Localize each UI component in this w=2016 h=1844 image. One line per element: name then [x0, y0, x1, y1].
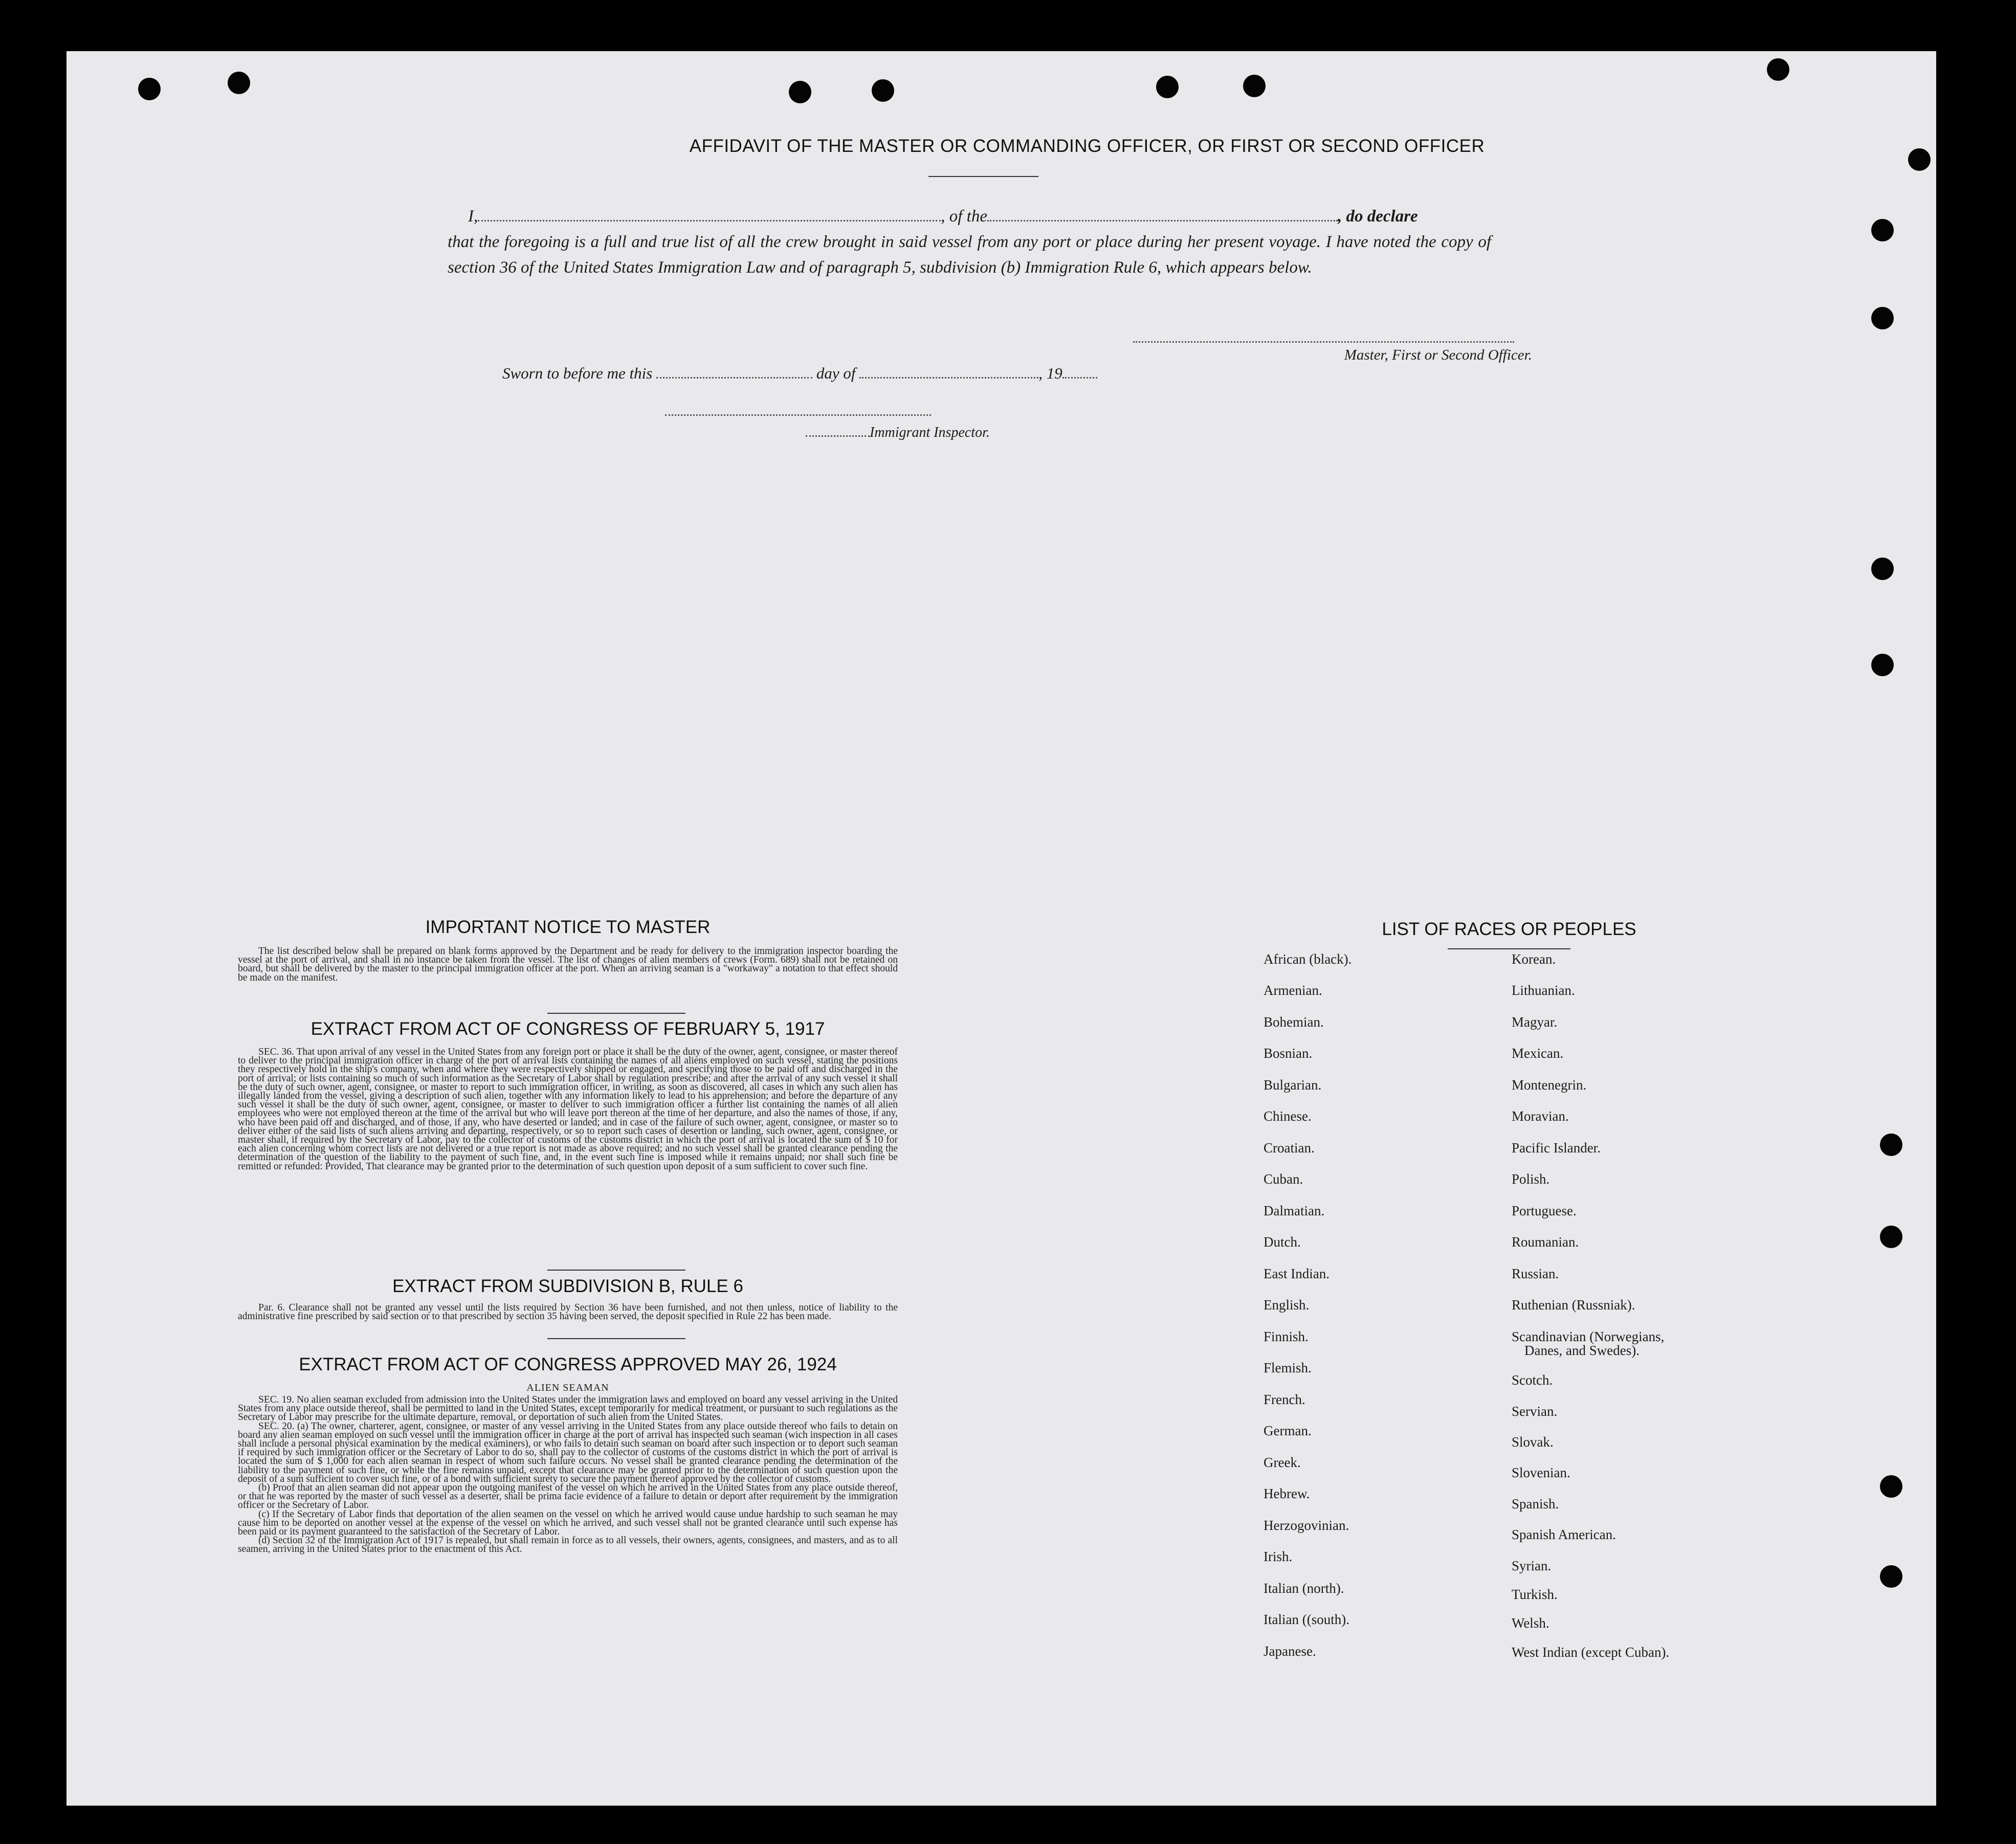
race-item: Bosnian. [1264, 1046, 1313, 1061]
race-item: East Indian. [1264, 1266, 1330, 1281]
race-item: Croatian. [1264, 1140, 1315, 1156]
race-item: Montenegrin. [1512, 1077, 1587, 1093]
race-item: Herzogovinian. [1264, 1518, 1349, 1533]
race-item: Roumanian. [1512, 1234, 1579, 1250]
section-36-paragraph: SEC. 36. That upon arrival of any vessel in the United States from any foreign port or place it shall be the duty of the owner, agent, consignee, or master thereof to deliver to the principal immigration officer in charge of the port of arrival lists containing the names of all aliens employed on such vessel, stating the positions they respectively hold in the ship's company, when and where they were respectively shipped or engaged, and specifying those to be paid off and discharged in the port of arrival; or lists containing so much of such information as the Secretary of Labor shall by regulation prescribe; and after the arrival of any such vessel it shall be the duty of such owner, agent, consignee, or master to report to such immigration officer, in writing, as soon as discovered, all cases in which any such alien has illegally landed from the vessel, giving a description of such alien, together with any information likely to lead to his apprehension; and before the departure of any such vessel it shall be the duty of such owner, agent, consignee, or master to deliver to such immigration officer a further list containing the names of all alien employees who were not employed thereon at the time of the arrival but who will leave port thereon at the time of her departure, and also the names of those, if any, who have been paid off and discharged, and of those, if any, who have deserted or landed; and in case of the failure of such owner, agent, consignee, or master so to deliver either of the said lists of such aliens arriving and departing, respectively, or so to report such cases of desertion or landing, such owner, agent, consignee, or master shall, if required by the Secretary of Labor, pay to the collector of customs of the customs district in which the port of arrival is located the sum of $ 10 for each alien concerning whom correct lists are not delivered or a true report is not made as above required; and no such vessel shall be granted clearance pending the determination of the question of the liability to the payment of such fine, and, in the event such fine is imposed while it remains unpaid; nor shall such fine be remitted or refunded: Provided, That clearance may be granted prior to the determination of such question upon deposit of a sum sufficient to cover such fine. [238, 1047, 898, 1172]
day-blank[interactable] [656, 376, 812, 379]
race-item: French. [1264, 1392, 1305, 1407]
affidavit-title: AFFIDAVIT OF THE MASTER OR COMMANDING OFFICER, OR FIRST OR SECOND OFFICER [689, 136, 1485, 156]
punch-hole-icon [1880, 1475, 1902, 1498]
race-item: Hebrew. [1264, 1486, 1310, 1501]
race-item: Danes, and Swedes). [1524, 1343, 1640, 1358]
declaration-line [448, 204, 1491, 229]
sec-19-paragraph: SEC. 19. No alien seaman excluded from admission into the United States under the immigration laws and employed on board any vessel arriving in the United States from any place outside thereof, shall be permitted to land in the United States, except temporarily for medical treatment, or pursuant to such regulations as the Secretary of Labor may prescribe for the ultimate departure, removal, or deportation of such alien from the United States. [238, 1394, 898, 1423]
alien-seaman-subtitle: ALIEN SEAMAN [526, 1382, 609, 1393]
race-item: Japanese. [1264, 1643, 1316, 1659]
punch-hole-icon [789, 81, 811, 103]
race-item: Ruthenian (Russniak). [1512, 1297, 1635, 1313]
punch-hole-icon [138, 78, 161, 100]
race-item: Flemish. [1264, 1360, 1312, 1375]
race-item: Portuguese. [1512, 1203, 1577, 1218]
race-item: Spanish American. [1512, 1527, 1616, 1542]
notice-title: IMPORTANT NOTICE TO MASTER [425, 917, 711, 937]
sec-20d-paragraph: (d) Section 32 of the Immigration Act of 1917 is repealed, but shall remain in force as to all vessels, their owners, agents, consignees, and masters, and as to all seamen, arriving in the United States prior to the enactment of this Act. [238, 1535, 898, 1555]
extract-1917-text [238, 1048, 898, 1171]
races-title: LIST OF RACES OR PEOPLES [1382, 919, 1636, 939]
notice-text [238, 947, 898, 982]
punch-hole-icon [1871, 654, 1894, 676]
race-item: Dalmatian. [1264, 1203, 1325, 1218]
month-blank[interactable] [859, 376, 1038, 379]
sec-20b-paragraph: (b) Proof that an alien seaman did not appear upon the outgoing manifest of the vessel on which he arrived in the United States from any place outside thereof, or that he was reported by the master of such vessel as a deserter, shall be prima facie evidence of a failure to detain or deport after requirement by the immigration officer or the Secretary of Labor. [238, 1482, 898, 1511]
section-rule [1448, 948, 1570, 949]
form-sheet [67, 51, 1936, 1806]
race-item: Pacific Islander. [1512, 1140, 1601, 1156]
punch-hole-icon [1871, 307, 1894, 329]
name-blank[interactable] [478, 219, 941, 221]
race-item: Magyar. [1512, 1014, 1558, 1030]
title-rule [928, 176, 1038, 177]
race-item: Finnish. [1264, 1329, 1309, 1344]
vessel-blank[interactable] [987, 219, 1338, 221]
race-item: Lithuanian. [1512, 983, 1575, 998]
race-item: Greek. [1264, 1455, 1301, 1470]
race-item: Turkish. [1512, 1587, 1558, 1602]
race-item: Scotch. [1512, 1372, 1553, 1388]
race-item: Bulgarian. [1264, 1077, 1322, 1093]
punch-hole-icon [1880, 1134, 1902, 1156]
race-item: Syrian. [1512, 1558, 1552, 1573]
inspector-label: Immigrant Inspector. [870, 425, 990, 440]
punch-hole-icon [228, 72, 250, 94]
punch-hole-icon [1871, 219, 1894, 241]
sworn-line [502, 364, 1097, 383]
rule6-title: EXTRACT FROM SUBDIVISION B, RULE 6 [392, 1276, 743, 1296]
punch-hole-icon [1880, 1226, 1902, 1248]
punch-hole-icon [1156, 76, 1179, 98]
i-label: I, [468, 207, 478, 226]
inspector-signature-blank[interactable] [665, 409, 931, 418]
race-item: Slovenian. [1512, 1465, 1570, 1480]
race-item: German. [1264, 1423, 1312, 1438]
year-blank[interactable] [1062, 376, 1097, 379]
do-declare-label: , do declare [1337, 207, 1418, 226]
race-item: Korean. [1512, 951, 1556, 967]
day-of-label: day of [816, 364, 856, 382]
race-item: English. [1264, 1297, 1310, 1313]
race-item: Scandinavian (Norwegians, [1512, 1329, 1665, 1344]
declaration-body: that the foregoing is a full and true list of all the crew brought in said vessel from any port or place during her present voyage. I have noted the copy of section 36 of the United States Immigration Law and of paragraph 5, subdivision (b) Immigration Rule 6, which appears below. [448, 233, 1491, 277]
race-item: Welsh. [1512, 1615, 1549, 1631]
sworn-label: Sworn to before me this [502, 364, 653, 382]
race-item: West Indian (except Cuban). [1512, 1645, 1670, 1660]
punch-hole-icon [1243, 75, 1266, 97]
race-item: Servian. [1512, 1404, 1558, 1419]
sec-20c-paragraph: (c) If the Secretary of Labor finds that deportation of the alien seamen on the vessel on which he arrived would cause undue hardship to such seaman he may cause him to be deported on another vessel at the expense of the vessel on which he arrived, and such vessel shall not be granted clearance until such expense has been paid or its payment guaranteed to the satisfaction of the Secretary of Labor. [238, 1508, 898, 1538]
section-rule [547, 1270, 685, 1271]
race-item: Armenian. [1264, 983, 1322, 998]
race-item: Cuban. [1264, 1171, 1303, 1187]
race-item: Moravian. [1512, 1108, 1569, 1124]
race-item: African (black). [1264, 951, 1352, 967]
rule6-paragraph: Par. 6. Clearance shall not be granted any vessel until the lists required by Section 36 have been furnished, and not then unless, notice of liability to the administrative fine prescribed by said section or to that prescribed by section 35 having been served, the deposit specified in Rule 22 has been made. [238, 1302, 898, 1322]
notice-paragraph: The list described below shall be prepared on blank forms approved by the Department and be ready for delivery to the immigration inspector boarding the vessel at the port of arrival, and shall in no instance be taken from the vessel. The list of changes of alien members of crews (Form. 689) shall not be retained on board, but shall be delivered by the master to the principal immigration officer at the port. When an arriving seaman is a "workaway" a notation to that effect should be made on the manifest. [238, 946, 898, 983]
extract-1924-title: EXTRACT FROM ACT OF CONGRESS APPROVED MAY 26, 1924 [299, 1354, 837, 1374]
race-item: Polish. [1512, 1171, 1550, 1187]
punch-hole-icon [1880, 1565, 1902, 1588]
rule6-text [238, 1303, 898, 1321]
race-item: Bohemian. [1264, 1014, 1324, 1030]
signature-blank[interactable] [1133, 336, 1514, 345]
race-item: Irish. [1264, 1549, 1293, 1564]
race-item: Italian ((south). [1264, 1612, 1349, 1627]
affidavit-statement [448, 204, 1491, 280]
punch-hole-icon [1767, 58, 1789, 81]
race-item: Dutch. [1264, 1234, 1301, 1250]
section-rule [547, 1338, 685, 1339]
year-label: , 19 [1038, 364, 1062, 382]
extract-1917-title: EXTRACT FROM ACT OF CONGRESS OF FEBRUARY 5, 1917 [311, 1019, 825, 1039]
master-signature-label: Master, First or Second Officer. [1344, 347, 1532, 363]
race-item: Slovak. [1512, 1434, 1554, 1450]
race-item: Russian. [1512, 1266, 1559, 1281]
race-item: Italian (north). [1264, 1581, 1344, 1596]
punch-hole-icon [872, 79, 894, 102]
race-item: Mexican. [1512, 1046, 1564, 1061]
extract-1924-text [238, 1395, 898, 1554]
inspector-line [806, 425, 990, 441]
punch-hole-icon [1871, 558, 1894, 580]
race-item: Spanish. [1512, 1496, 1559, 1512]
race-item: Chinese. [1264, 1108, 1312, 1124]
sec-20a-paragraph: SEC. 20. (a) The owner, charterer, agent, consignee, or master of any vessel arriving in the United States from any place outside thereof who fails to detain on board any alien seaman employed on such vessel until the immigration officer in charge at the port of arrival has inspected such seaman (wich inspection in all cases shall include a personal physical examination by the medical examiners), or who fails to detain such seaman on board after such inspection or to deport such seaman if required by such immigration officer or the Secretary of Labor to do so, shall pay to the collector of customs of the customs district in which the port of arrival is located the sum of $ 1,000 for each alien seaman in respect of whom such failure occurs. No vessel shall be granted clearance pending the determination of the liability to the payment of such fine, or while the fine remains unpaid, except that clearance may be granted prior to the determination of such question upon the deposit of a sum sufficient to cover such fine, or of a bond with sufficient surety to secure the payment thereof approved by the collector of customs. [238, 1420, 898, 1484]
punch-hole-icon [1908, 148, 1931, 171]
of-the-label: , of the [941, 207, 987, 226]
section-rule [547, 1013, 685, 1014]
